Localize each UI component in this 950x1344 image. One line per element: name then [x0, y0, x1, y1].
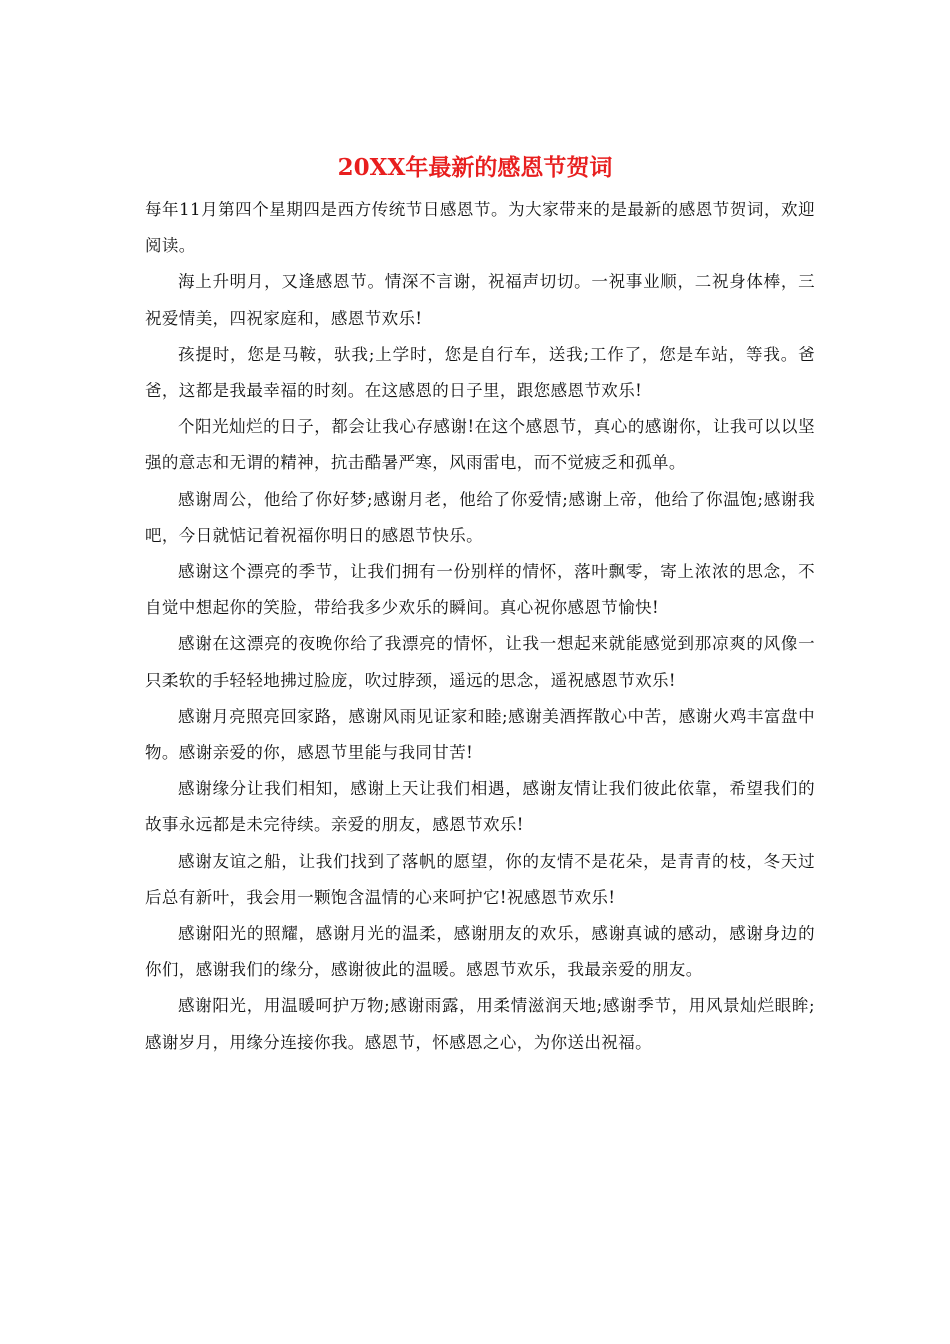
paragraph-10: 感谢阳光的照耀，感谢月光的温柔，感谢朋友的欢乐，感谢真诚的感动，感谢身边的你们，感谢我们的缘分，感谢彼此的温暖。感恩节欢乐，我最亲爱的朋友。: [145, 924, 815, 980]
intro-paragraph: 每年11月第四个星期四是西方传统节日感恩节。为大家带来的是最新的感恩节贺词，欢迎阅读。: [145, 200, 815, 256]
paragraph-1: 海上升明月，又逢感恩节。情深不言谢，祝福声切切。一祝事业顺，二祝身体棒，三祝爱情美，四祝家庭和，感恩节欢乐!: [145, 272, 815, 328]
paragraph-6: 感谢在这漂亮的夜晚你给了我漂亮的情怀，让我一想起来就能感觉到那凉爽的风像一只柔软的手轻轻地拂过脸庞，吹过脖颈，遥远的思念，遥祝感恩节欢乐!: [145, 634, 815, 690]
paragraph-3: 个阳光灿烂的日子，都会让我心存感谢!在这个感恩节，真心的感谢你，让我可以以坚强的意志和无谓的精神，抗击酷暑严寒，风雨雷电，而不觉疲乏和孤单。: [145, 417, 815, 473]
paragraph-5: 感谢这个漂亮的季节，让我们拥有一份别样的情怀，落叶飘零，寄上浓浓的思念，不自觉中想起你的笑脸，带给我多少欢乐的瞬间。真心祝你感恩节愉快!: [145, 562, 815, 618]
paragraph-8: 感谢缘分让我们相知，感谢上天让我们相遇，感谢友情让我们彼此依靠，希望我们的故事永远都是未完待续。亲爱的朋友，感恩节欢乐!: [145, 779, 815, 835]
paragraph-2: 孩提时，您是马鞍，驮我;上学时，您是自行车，送我;工作了，您是车站，等我。爸爸，这都是我最幸福的时刻。在这感恩的日子里，跟您感恩节欢乐!: [145, 344, 815, 401]
paragraph-4: 感谢周公，他给了你好梦;感谢月老，他给了你爱情;感谢上帝，他给了你温饱;感谢我吧，今日就惦记着祝福你明日的感恩节快乐。: [145, 489, 815, 545]
document-title: 20XX年最新的感恩节贺词: [337, 154, 613, 181]
paragraph-11: 感谢阳光，用温暖呵护万物;感谢雨露，用柔情滋润天地;感谢季节，用风景灿烂眼眸;感谢岁月，用缘分连接你我。感恩节，怀感恩之心，为你送出祝福。: [145, 996, 815, 1052]
paragraph-9: 感谢友谊之船，让我们找到了落帆的愿望，你的友情不是花朵，是青青的枝，冬天过后总有新叶，我会用一颗饱含温情的心来呵护它!祝感恩节欢乐!: [145, 851, 815, 907]
paragraph-7: 感谢月亮照亮回家路，感谢风雨见证家和睦;感谢美酒挥散心中苦，感谢火鸡丰富盘中物。感谢亲爱的你，感恩节里能与我同甘苦!: [145, 706, 815, 763]
document-body: [145, 192, 815, 1061]
